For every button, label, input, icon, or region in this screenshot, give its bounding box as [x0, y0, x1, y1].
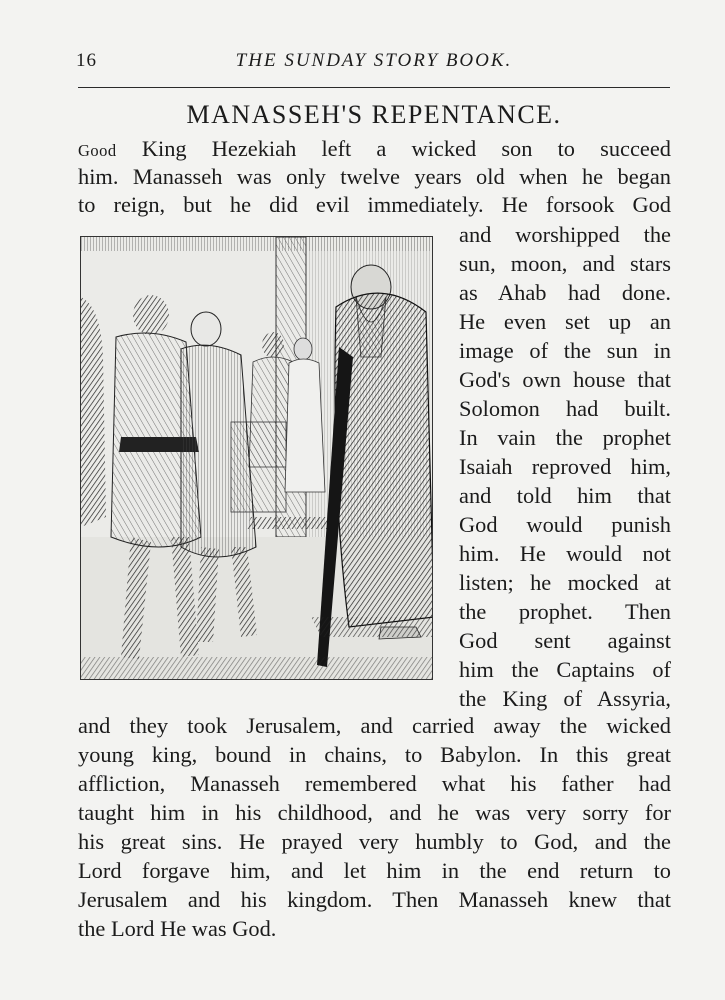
body-line: him. He would not	[459, 541, 671, 566]
body-line: affliction, Manasseh remembered what his father had	[78, 771, 671, 796]
body-line: taught him in his childhood, and he was very sorry for	[78, 800, 671, 825]
bg-figure-head	[262, 332, 284, 358]
engraving-illustration	[80, 236, 433, 680]
body-line: God would punish	[459, 512, 671, 537]
body-line: God sent against	[459, 628, 671, 653]
page-number: 16	[76, 50, 97, 71]
body-line: young king, bound in chains, to Babylon. In this great	[78, 742, 671, 767]
body-line: to reign, but he did evil immediately. He forsook God	[78, 192, 671, 217]
body-line: the King of Assyria,	[459, 686, 671, 711]
header-rule	[78, 87, 670, 88]
body-line: Solomon had built.	[459, 396, 671, 421]
bg-figure-robe-white	[285, 359, 325, 492]
body-line: Isaiah reproved him,	[459, 454, 671, 479]
youth-head	[133, 295, 169, 335]
body-line: listen; he mocked at	[459, 570, 671, 595]
body-line: Jerusalem and his kingdom. Then Manasseh knew that	[78, 887, 671, 912]
body-line: and they took Jerusalem, and carried away the wicked	[78, 713, 671, 738]
opening-smallcaps: Good	[78, 141, 117, 160]
prophet-robe	[335, 293, 433, 627]
body-line: as Ahab had done.	[459, 280, 671, 305]
companion-head	[191, 312, 221, 346]
body-line: his great sins. He prayed very humbly to God, and the	[78, 829, 671, 854]
body-line: and told him that	[459, 483, 671, 508]
body-line: him the Captains of	[459, 657, 671, 682]
body-line: the Lord He was God.	[78, 916, 277, 941]
body-line: image of the sun in	[459, 338, 671, 363]
body-line: He even set up an	[459, 309, 671, 334]
page-header	[76, 50, 672, 74]
step	[246, 517, 336, 529]
body-line: Lord forgave him, and let him in the end return to	[78, 858, 671, 883]
body-line: him. Manasseh was only twelve years old when he began	[78, 164, 671, 189]
body-line: the prophet. Then	[459, 599, 671, 624]
body-line: sun, moon, and stars	[459, 251, 671, 276]
body-line: and worshipped the	[459, 222, 671, 247]
body-line: In vain the prophet	[459, 425, 671, 450]
dais	[311, 617, 433, 637]
engraving-scene	[81, 237, 433, 680]
running-title: THE SUNDAY STORY BOOK.	[235, 50, 513, 71]
body-line: God's own house that	[459, 367, 671, 392]
body-line: Good King Hezekiah left a wicked son to succeed	[78, 136, 671, 161]
chapter-title: MANASSEH'S REPENTANCE.	[186, 100, 562, 129]
